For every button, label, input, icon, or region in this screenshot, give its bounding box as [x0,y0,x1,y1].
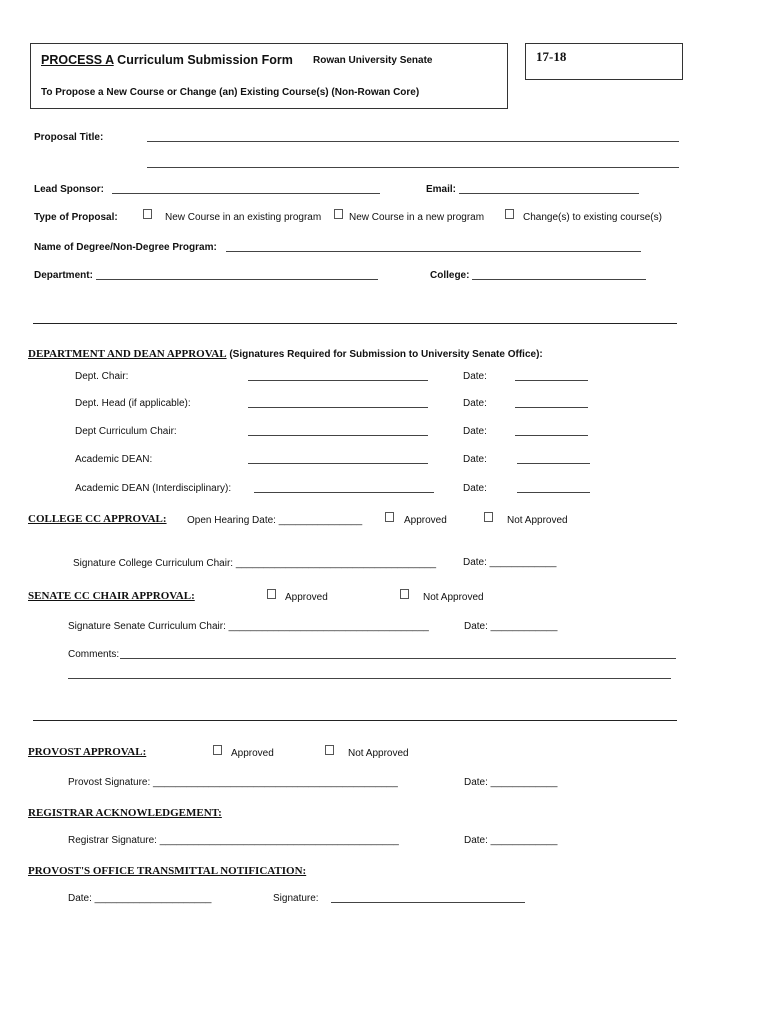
process-label: PROCESS A [41,53,114,67]
senate-not-approved-label: Not Approved [423,592,484,603]
provost-approved-label: Approved [231,748,274,759]
checkbox-change-existing[interactable] [505,209,514,219]
degree-program-label: Name of Degree/Non-Degree Program: [34,242,217,253]
dept-head-label: Dept. Head (if applicable): [75,398,191,409]
college-not-approved-label: Not Approved [507,515,568,526]
checkbox-college-approved[interactable] [385,512,394,522]
checkbox-senate-approved[interactable] [267,589,276,599]
form-subtitle: To Propose a New Course or Change (an) Existing Course(s) (Non-Rowan Core) [41,87,420,98]
senate-cc-signature[interactable]: Signature Senate Curriculum Chair: ____________________________________ [68,621,429,632]
registrar-signature[interactable]: Registrar Signature: ___________________________________________ [68,835,399,846]
comments-field-1[interactable] [120,658,676,659]
academic-year: 17-18 [536,49,567,64]
dept-curriculum-chair-label: Dept Curriculum Chair: [75,426,177,437]
comments-label: Comments: [68,649,120,660]
proposal-title-label: Proposal Title: [34,132,104,143]
college-field[interactable] [472,279,646,280]
transmittal-heading: PROVOST'S OFFICE TRANSMITTAL NOTIFICATION: [28,865,307,877]
dept-approval-title: DEPARTMENT AND DEAN APPROVAL [28,348,227,360]
dept-approval-note: (Signatures Required for Submission to University Senate Office): [226,349,543,360]
academic-dean-interdisc-date-label: Date: [463,483,487,494]
academic-dean-label: Academic DEAN: [75,454,153,465]
proposal-title-field-2[interactable] [147,167,679,168]
senate-cc-date[interactable]: Date: ____________ [464,621,558,632]
opt-new-program-label: New Course in a new program [349,212,485,223]
opt-change-label: Change(s) to existing course(s) [523,212,662,223]
dept-curriculum-chair-date-label: Date: [463,426,487,437]
senate-cc-heading: SENATE CC CHAIR APPROVAL: [28,590,195,602]
lead-sponsor-label: Lead Sponsor: [34,184,105,195]
academic-dean-signature[interactable] [248,463,428,464]
dept-chair-label: Dept. Chair: [75,371,129,382]
provost-heading: PROVOST APPROVAL: [28,746,147,758]
transmittal-date[interactable]: Date: _____________________ [68,893,212,904]
checkbox-provost-approved[interactable] [213,745,222,755]
checkbox-new-course-new-program[interactable] [334,209,343,219]
dept-chair-date[interactable] [515,380,588,381]
form-title [41,53,293,67]
checkbox-senate-not-approved[interactable] [400,589,409,599]
comments-field-2[interactable] [68,678,671,679]
academic-dean-date[interactable] [517,463,590,464]
college-cc-signature[interactable]: Signature College Curriculum Chair: ____________________________________ [73,558,437,569]
department-label: Department: [34,270,93,281]
college-cc-heading: COLLEGE CC APPROVAL: [28,513,167,525]
provost-date[interactable]: Date: ____________ [464,777,558,788]
type-of-proposal-label: Type of Proposal: [34,212,118,223]
provost-not-approved-label: Not Approved [348,748,409,759]
senate-approved-label: Approved [285,592,328,603]
dept-curriculum-chair-date[interactable] [515,435,588,436]
academic-dean-interdisc-date[interactable] [517,492,590,493]
proposal-title-field-1[interactable] [147,141,679,142]
dept-head-signature[interactable] [248,407,428,408]
divider [33,323,677,324]
academic-dean-interdisc-label: Academic DEAN (Interdisciplinary): [75,483,232,494]
checkbox-college-not-approved[interactable] [484,512,493,522]
registrar-date[interactable]: Date: ____________ [464,835,558,846]
registrar-heading: REGISTRAR ACKNOWLEDGEMENT: [28,807,222,819]
open-hearing-date[interactable]: Open Hearing Date: _______________ [187,515,363,526]
academic-dean-interdisc-signature[interactable] [254,492,434,493]
college-label: College: [430,270,470,281]
org-name: Rowan University Senate [313,55,433,66]
divider [33,720,677,721]
opt-existing-label: New Course in an existing program [165,212,322,223]
dept-curriculum-chair-signature[interactable] [248,435,428,436]
email-field[interactable] [459,193,639,194]
department-field[interactable] [96,279,378,280]
college-cc-date[interactable]: Date: ____________ [463,557,557,568]
dept-chair-date-label: Date: [463,371,487,382]
checkbox-provost-not-approved[interactable] [325,745,334,755]
dept-head-date[interactable] [515,407,588,408]
checkbox-new-course-existing[interactable] [143,209,152,219]
provost-signature[interactable]: Provost Signature: ____________________________________________ [68,777,398,788]
dept-chair-signature[interactable] [248,380,428,381]
email-label: Email: [426,184,457,195]
dept-head-date-label: Date: [463,398,487,409]
academic-dean-date-label: Date: [463,454,487,465]
college-approved-label: Approved [404,515,447,526]
lead-sponsor-field[interactable] [112,193,380,194]
transmittal-signature-field[interactable] [331,902,525,903]
transmittal-signature-label: Signature: [273,893,319,904]
form-title-text: Curriculum Submission Form [113,53,293,67]
degree-program-field[interactable] [226,251,641,252]
dept-approval-heading [28,344,543,362]
